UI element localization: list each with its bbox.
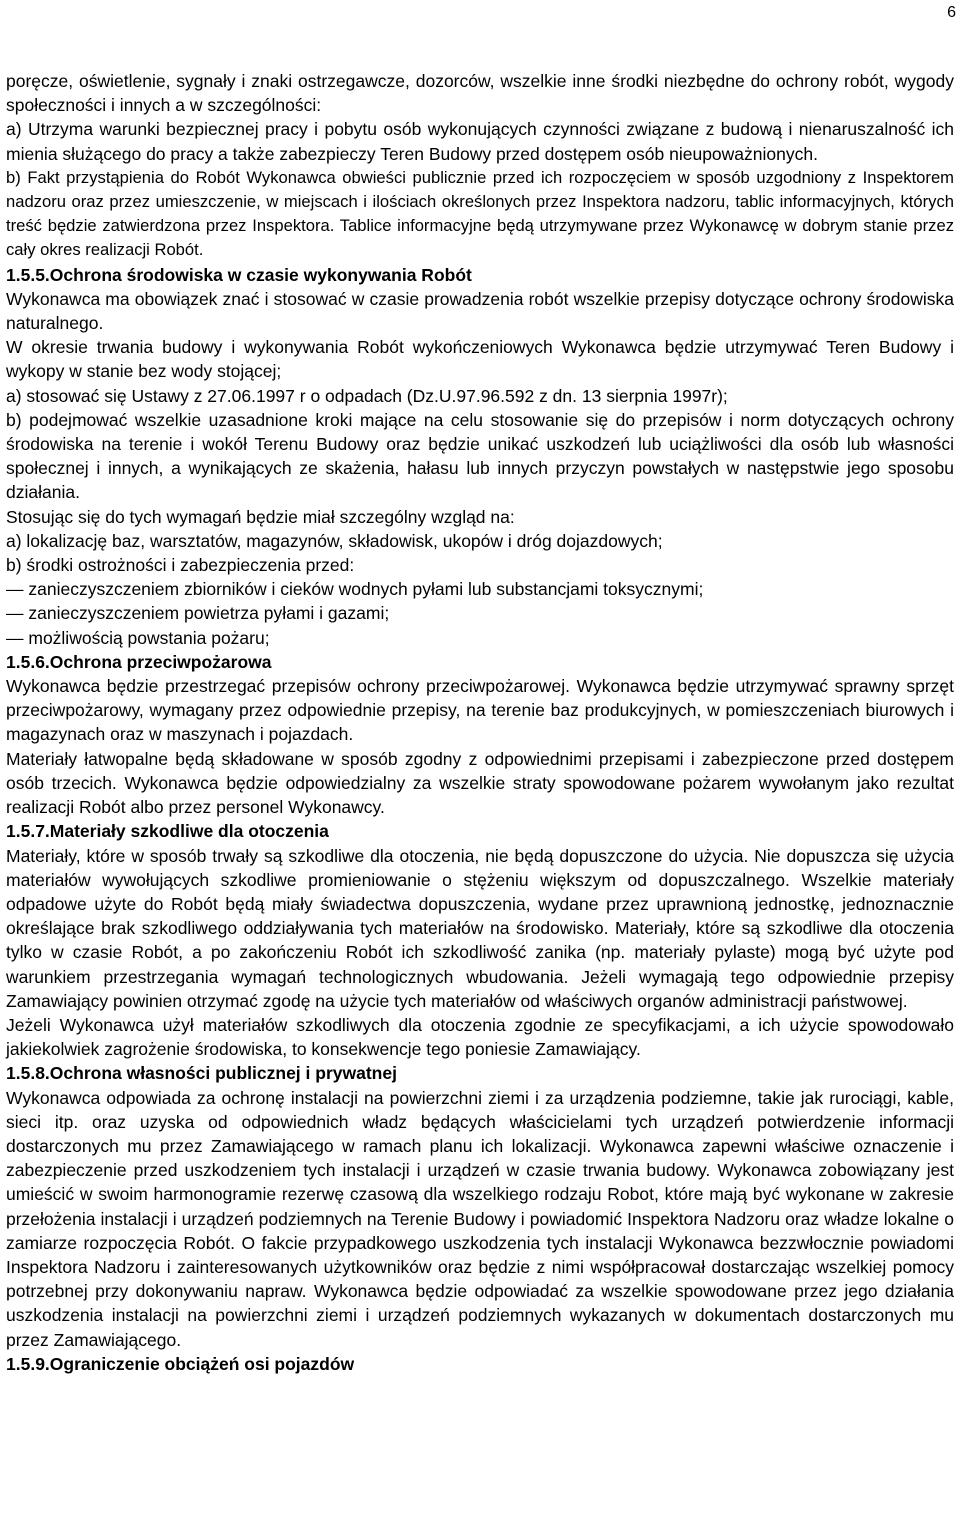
paragraph: b) podejmować wszelkie uzasadnione kroki mające na celu stosowanie się do przepisów i norm dotyczących ochrony środowiska na terenie i wokół Terenu Budowy oraz będzie unikać uszkodzeń lub uciążliwości dla osób lub własności społecznej i innych, a wynikających ze skażenia, hałasu lub innych przyczyn powstałych w następstwie jego sposobu działania. bbox=[6, 409, 954, 503]
paragraph: Materiały, które w sposób trwały są szkodliwe dla otoczenia, nie będą dopuszczone do użycia. Nie dopuszcza się użycia materiałów wywołujących szkodliwe promieniowanie o stężeniu większym od dopuszczalnego. Wszelkie materiały odpadowe użyte do Robót będą miały świadectwa dopuszczenia, wydane przez uprawnioną jednostkę, jednoznacznie określające brak szkodliwego oddziaływania tych materiałów na środowisko. Materiały, które są szkodliwe dla otoczenia tylko w czasie Robót, a po zakończeniu Robót ich szkodliwość zanika (np. materiały pylaste) mogą być użyte pod warunkiem przestrzegania wymagań technologicznych wbudowania. Jeżeli wymagają tego odpowiednie przepisy Zamawiający powinien otrzymać zgodę na użycie tych materiałów od właściwych organów administracji państwowej. bbox=[6, 845, 954, 1011]
paragraph: Wykonawca ma obowiązek znać i stosować w czasie prowadzenia robót wszelkie przepisy dotyczące ochrony środowiska naturalnego. bbox=[6, 288, 954, 334]
dash-list-item: — zanieczyszczeniem zbiorników i cieków wodnych pyłami lub substancjami toksycznymi; bbox=[6, 579, 704, 600]
paragraph: Materiały łatwopalne będą składowane w sposób zgodny z odpowiednimi przepisami i zabezpieczone przed dostępem osób trzecich. Wykonawca będzie odpowiedzialny za wszelkie straty spowodowane pożarem wywołanym jako rezultat realizacji Robót albo przez personel Wykonawcy. bbox=[6, 748, 954, 818]
paragraph-intro: poręcze, oświetlenie, sygnały i znaki ostrzegawcze, dozorców, wszelkie inne środki niezbędne do ochrony robót, wygody społeczności i innych a w szczególności: bbox=[6, 71, 954, 116]
section-heading-1-5-5: 1.5.5.Ochrona środowiska w czasie wykonywania Robót bbox=[6, 264, 472, 285]
section-heading-1-5-7: 1.5.7.Materiały szkodliwe dla otoczenia bbox=[6, 821, 329, 842]
section-heading-1-5-6: 1.5.6.Ochrona przeciwpożarowa bbox=[6, 651, 272, 672]
section-heading-1-5-9: 1.5.9.Ograniczenie obciążeń osi pojazdów bbox=[6, 1353, 355, 1374]
paragraph: Wykonawca odpowiada za ochronę instalacji na powierzchni ziemi i za urządzenia podziemne, takie jak rurociągi, kable, sieci itp. oraz uzyska od odpowiednich władz będących właścicielami tych urządzeń potwierdzenie informacji dostarczonych mu przez Zamawiającego w ramach planu ich lokalizacji. Wykonawca zapewni właściwe oznaczenie i zabezpieczenie przed uszkodzeniem tych instalacji i urządzeń w czasie trwania budowy. Wykonawca zobowiązany jest umieścić w swoim harmonogramie rezerwę czasową dla wszelkiego rodzaju Robot, które mają być wykonane w zakresie przełożenia instalacji i urządzeń podziemnych na Terenie Budowy i powiadomić Inspektora Nadzoru oraz władze lokalne o zamiarze rozpoczęcia Robót. O fakcie przypadkowego uszkodzenia tych instalacji Wykonawca bezzwłocznie powiadomi Inspektora Nadzoru i zainteresowanych użytkowników oraz będzie z nimi współpracował dostarczając wszelkiej pomocy potrzebnej przy dokonywaniu napraw. Wykonawca będzie odpowiadać za wszelkie spowodowane przez jego działania uszkodzenia instalacji na powierzchni ziemi i urządzeń podziemnych wykazanych w dokumentach dostarczonych mu przez Zamawiającego. bbox=[6, 1087, 954, 1350]
paragraph: Jeżeli Wykonawca użył materiałów szkodliwych dla otoczenia zgodnie ze specyfikacjami, a ich użycie spowodowało jakiekolwiek zagrożenie środowiska, to konsekwencje tego poniesie Zamawiający. bbox=[6, 1014, 954, 1060]
paragraph-item-b: b) Fakt przystąpienia do Robót Wykonawca obwieści publicznie przed ich rozpoczęciem w sposób uzgodniony z Inspektorem nadzoru oraz przez umieszczenie, w miejscach i ilościach określonych przez Inspektora nadzoru, tablic informacyjnych, których treść będzie zatwierdzona przez Inspektora. Tablice informacyjne będą utrzymywane przez Wykonawcę w dobrym stanie przez cały okres realizacji Robót. bbox=[6, 167, 954, 260]
page-number: 6 bbox=[947, 4, 956, 21]
paragraph: a) stosować się Ustawy z 27.06.1997 r o odpadach (Dz.U.97.96.592 z dn. 13 sierpnia 1997r); bbox=[6, 385, 728, 406]
paragraph-item-a: a) Utrzyma warunki bezpiecznej pracy i pobytu osób wykonujących czynności związane z budową i nienaruszalność ich mienia służącego do pracy a także zabezpieczy Teren Budowy przed dostępem osób nieupoważnionych. bbox=[6, 119, 954, 164]
paragraph: Wykonawca będzie przestrzegać przepisów ochrony przeciwpożarowej. Wykonawca będzie utrzymywać sprawny sprzęt przeciwpożarowy, wymagany przez odpowiednie przepisy, na terenie baz produkcyjnych, w pomieszczeniach biurowych i magazynach oraz w maszynach i pojazdach. bbox=[6, 676, 954, 745]
dash-list-item: — zanieczyszczeniem powietrza pyłami i gazami; bbox=[6, 603, 390, 624]
paragraph: W okresie trwania budowy i wykonywania Robót wykończeniowych Wykonawca będzie utrzymywać Teren Budowy i wykopy w stanie bez wody stojącej; bbox=[6, 337, 954, 382]
dash-list-item: — możliwością powstania pożaru; bbox=[6, 627, 270, 648]
paragraph: a) lokalizację baz, warsztatów, magazynów, składowisk, ukopów i dróg dojazdowych; bbox=[6, 530, 663, 551]
paragraph: Stosując się do tych wymagań będzie miał szczególny wzgląd na: bbox=[6, 506, 515, 527]
section-heading-1-5-8: 1.5.8.Ochrona własności publicznej i prywatnej bbox=[6, 1063, 397, 1084]
document-body bbox=[6, 69, 954, 1376]
paragraph: b) środki ostrożności i zabezpieczenia przed: bbox=[6, 555, 355, 576]
